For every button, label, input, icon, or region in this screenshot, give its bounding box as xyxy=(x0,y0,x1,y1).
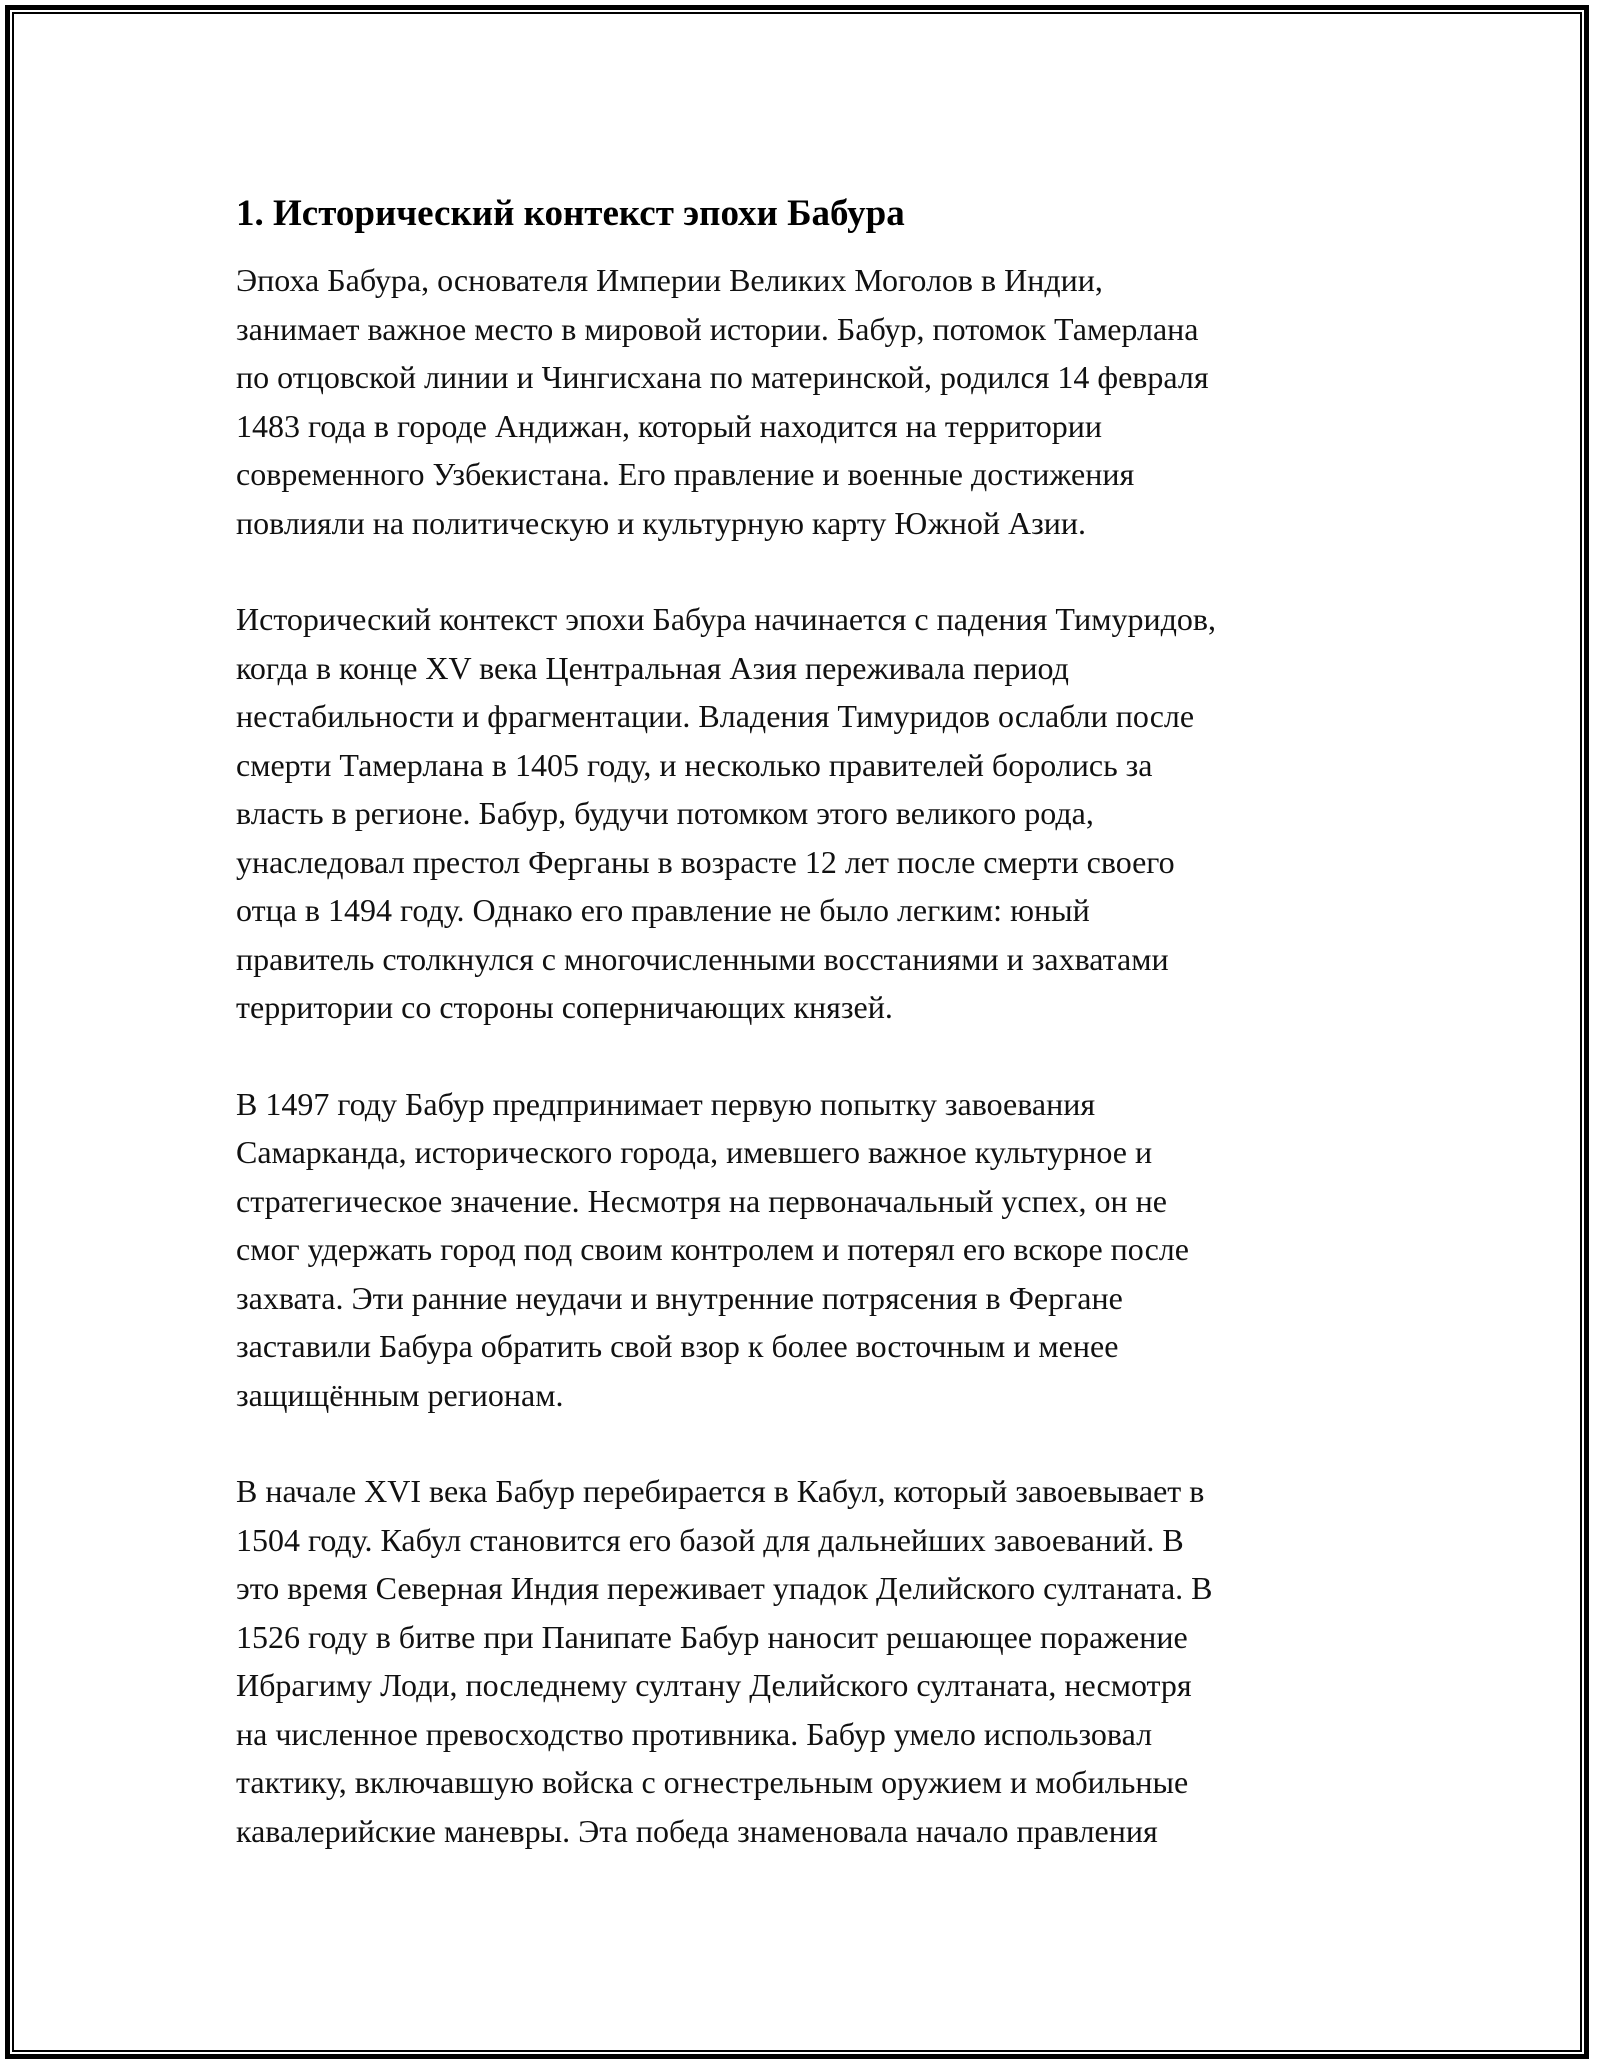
text-line: территории со стороны соперничающих князей. xyxy=(236,989,893,1025)
text-line: 1504 году. Кабул становится его базой для дальнейших завоеваний. В xyxy=(236,1521,1184,1558)
paragraph-1 xyxy=(236,256,1376,547)
paragraph-3 xyxy=(236,1080,1376,1420)
text-line: стратегическое значение. Несмотря на первоначальный успех, он не xyxy=(236,1182,1167,1219)
text-line: когда в конце XV века Центральная Азия переживала период xyxy=(236,649,1069,686)
text-line: Ибрагиму Лоди, последнему султану Делийского султаната, несмотря xyxy=(236,1667,1192,1703)
text-line: 1526 году в битве при Панипате Бабур наносит решающее поражение xyxy=(236,1618,1188,1655)
text-line: повлияли на политическую и культурную карту Южной Азии. xyxy=(236,504,1087,541)
document-body xyxy=(236,186,1376,1903)
text-line: унаследовал престол Ферганы в возрасте 12 лет после смерти своего xyxy=(236,843,1175,880)
text-line: нестабильности и фрагментации. Владения Тимуридов ослабли после xyxy=(236,698,1195,734)
text-line: занимает важное место в мировой истории. Бабур, потомок Тамерлана xyxy=(236,310,1199,347)
section-heading: 1. Исторический контекст эпохи Бабура xyxy=(236,193,905,234)
text-line: тактику, включавшую войска с огнестрельным оружием и мобильные xyxy=(236,1764,1189,1800)
text-line: Эпоха Бабура, основателя Империи Великих Моголов в Индии, xyxy=(236,262,1103,298)
text-line: на численное превосходство противника. Бабур умело использовал xyxy=(236,1715,1153,1752)
text-line: заставили Бабура обратить свой взор к более восточным и менее xyxy=(236,1328,1119,1364)
text-line: защищённым регионам. xyxy=(236,1376,564,1413)
text-line: отца в 1494 году. Однако его правление не было легким: юный xyxy=(236,892,1090,928)
text-line: 1483 года в городе Андижан, который находится на территории xyxy=(236,407,1102,444)
text-line: захвата. Эти ранние неудачи и внутренние потрясения в Фергане xyxy=(236,1279,1123,1316)
text-line: правитель столкнулся с многочисленными восстаниями и захватами xyxy=(236,940,1169,977)
text-line: это время Северная Индия переживает упадок Делийского султаната. В xyxy=(236,1570,1213,1606)
text-line: В 1497 году Бабур предпринимает первую попытку завоевания xyxy=(236,1085,1096,1122)
text-line: кавалерийские маневры. Эта победа знаменовала начало правления xyxy=(236,1812,1158,1849)
paragraph-2 xyxy=(236,595,1376,1032)
text-line: современного Узбекистана. Его правление и военные достижения xyxy=(236,456,1135,492)
text-line: Исторический контекст эпохи Бабура начинается с падения Тимуридов, xyxy=(236,601,1217,637)
text-line: Самарканда, исторического города, имевшего важное культурное и xyxy=(236,1134,1153,1170)
paragraph-4 xyxy=(236,1467,1376,1855)
text-line: смог удержать город под своим контролем и потерял его вскоре после xyxy=(236,1231,1189,1267)
text-line: смерти Тамерлана в 1405 году, и несколько правителей боролись за xyxy=(236,746,1153,783)
text-line: власть в регионе. Бабур, будучи потомком этого великого рода, xyxy=(236,795,1094,831)
text-line: по отцовской линии и Чингисхана по материнской, родился 14 февраля xyxy=(236,359,1209,395)
text-line: В начале XVI века Бабур перебирается в Кабул, который завоевывает в xyxy=(236,1473,1205,1509)
